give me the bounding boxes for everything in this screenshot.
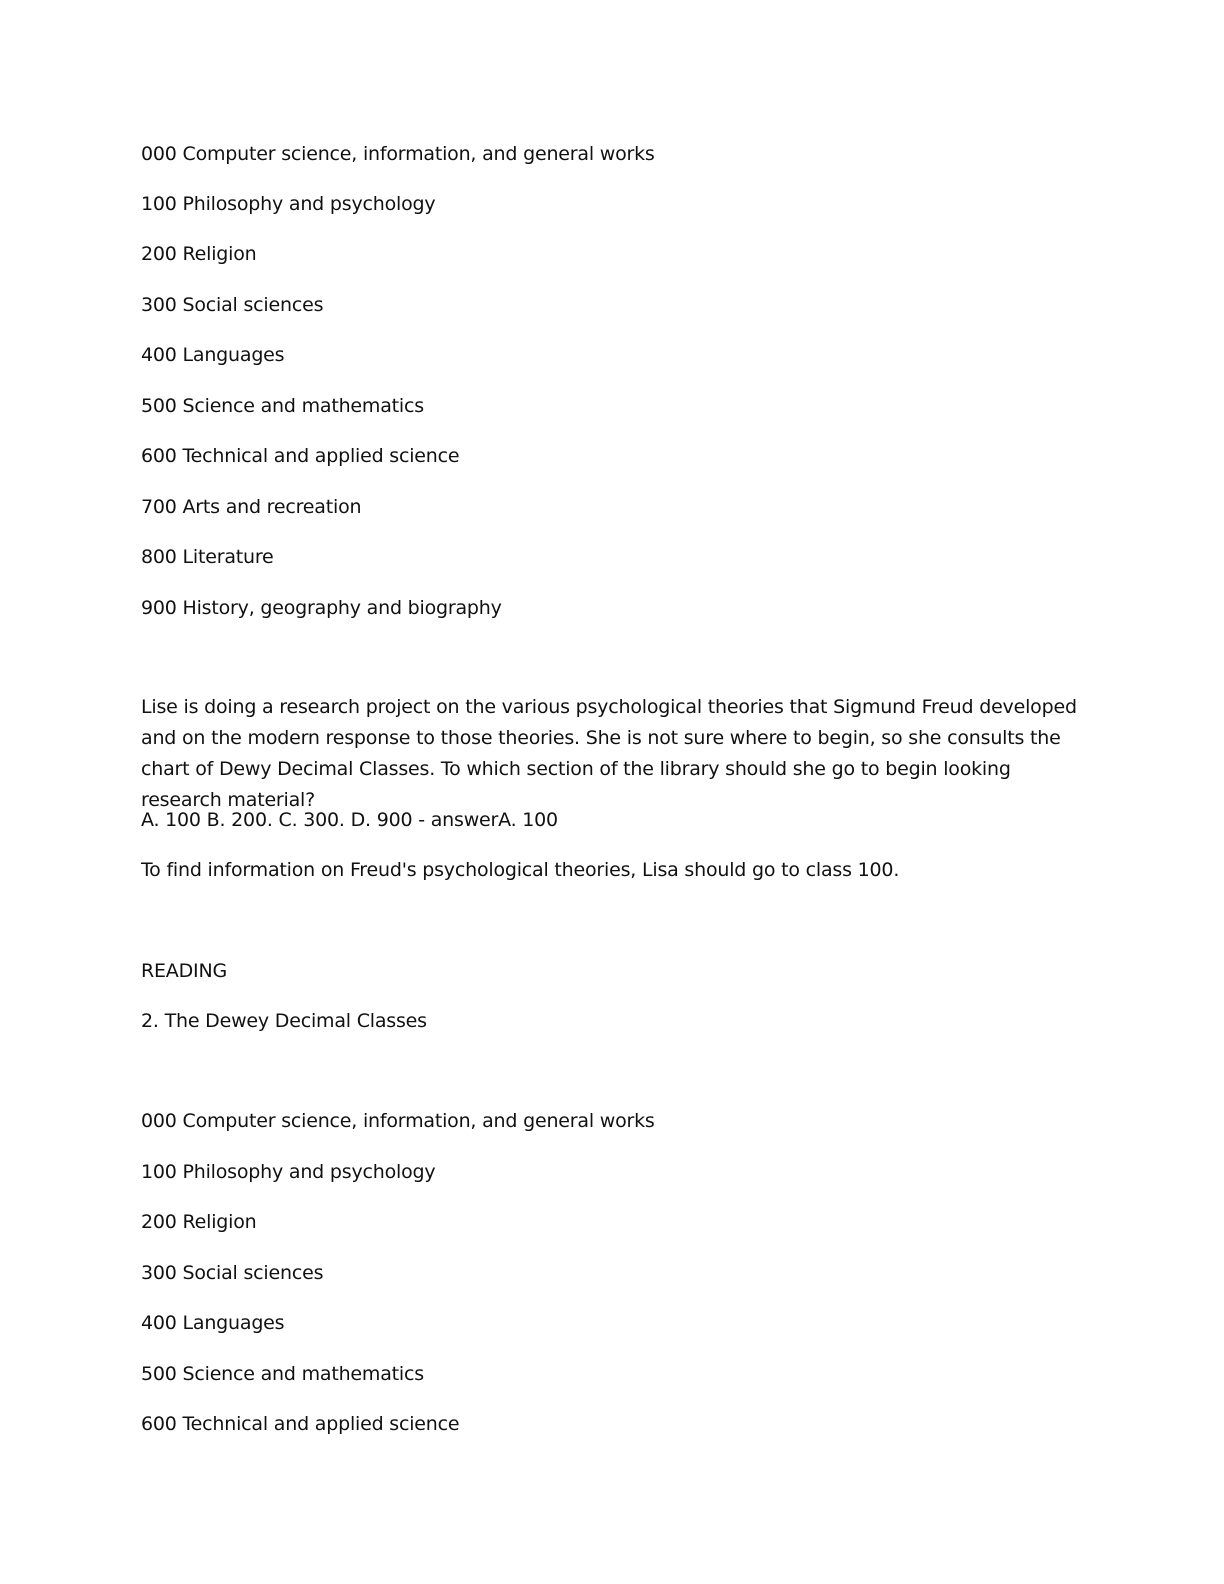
class-item-000: 000 Computer science, information, and general works xyxy=(141,143,655,165)
question-text: Lise is doing a research project on the various psychological theories that Sigmund Freud developed and on the modern response to those theories. She is not sure where to begin, so she consults the chart of Dewy Decimal Classes. To which section of the library should she go to begin looking research material? xyxy=(141,696,1077,811)
answer-options: A. 100 B. 200. C. 300. D. 900 - answerA. 100 xyxy=(141,809,558,831)
class-item-100: 100 Philosophy and psychology xyxy=(141,1161,436,1183)
class-item-800: 800 Literature xyxy=(141,546,274,568)
class-item-200: 200 Religion xyxy=(141,1211,257,1233)
class-item-100: 100 Philosophy and psychology xyxy=(141,193,436,215)
class-item-400: 400 Languages xyxy=(141,344,285,366)
class-item-400: 400 Languages xyxy=(141,1312,285,1334)
class-item-700: 700 Arts and recreation xyxy=(141,496,362,518)
class-item-500: 500 Science and mathematics xyxy=(141,1363,424,1385)
class-item-000: 000 Computer science, information, and general works xyxy=(141,1110,655,1132)
class-item-600: 600 Technical and applied science xyxy=(141,1413,460,1435)
class-item-200: 200 Religion xyxy=(141,243,257,265)
class-item-300: 300 Social sciences xyxy=(141,294,324,316)
class-item-600: 600 Technical and applied science xyxy=(141,445,460,467)
section-subheading: 2. The Dewey Decimal Classes xyxy=(141,1010,427,1032)
class-item-500: 500 Science and mathematics xyxy=(141,395,424,417)
document-page xyxy=(141,0,1081,1584)
section-heading: READING xyxy=(141,960,227,982)
answer-explanation: To find information on Freud's psychological theories, Lisa should go to class 100. xyxy=(141,859,900,881)
class-item-900: 900 History, geography and biography xyxy=(141,597,502,619)
class-item-300: 300 Social sciences xyxy=(141,1262,324,1284)
